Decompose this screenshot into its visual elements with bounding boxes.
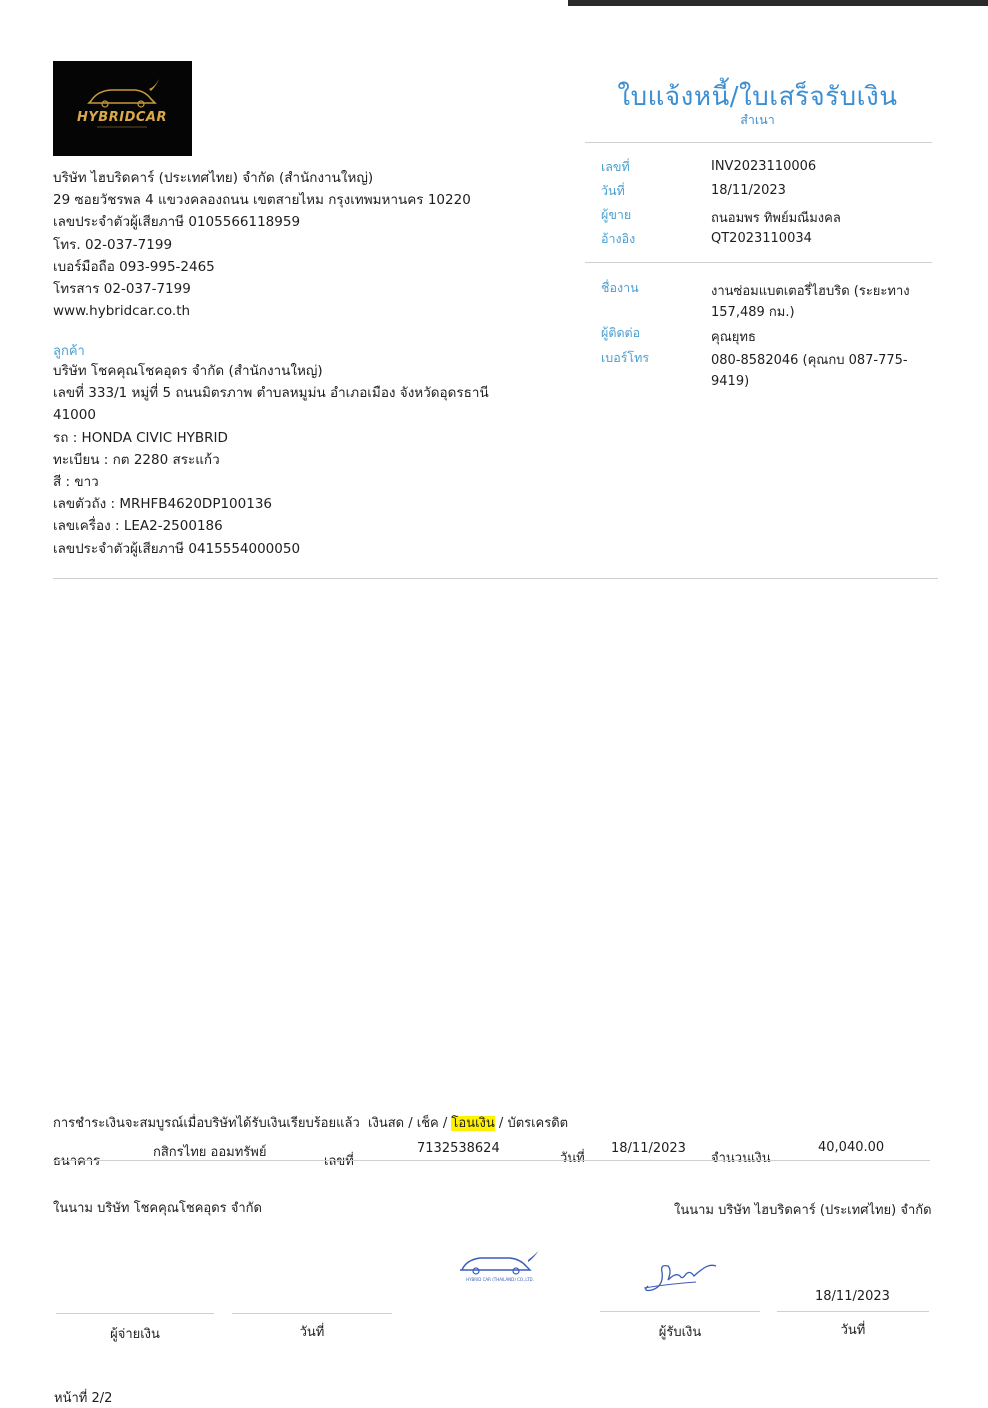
field-value-seller: ถนอมพร ทิพย์มณีมงคล bbox=[711, 211, 841, 226]
payer-date-line bbox=[232, 1313, 392, 1314]
job-name-label: ชื่องาน bbox=[601, 280, 639, 295]
customer-chassis: เลขตัวถัง : MRHFB4620DP100136 bbox=[53, 496, 272, 513]
method-transfer: โอนเงิน bbox=[451, 1116, 495, 1131]
customer-car: รถ : HONDA CIVIC HYBRID bbox=[53, 429, 228, 446]
document-title: ใบแจ้งหนี้/ใบเสร็จรับเงิน bbox=[617, 82, 898, 112]
seller-tax-id: เลขประจำตัวผู้เสียภาษี 0105566118959 bbox=[53, 214, 301, 231]
field-label-reference: อ้างอิง bbox=[601, 231, 636, 246]
customer-tax-id: เลขประจำตัวผู้เสียภาษี 0415554000050 bbox=[53, 540, 301, 557]
phone-label: เบอร์โทร bbox=[601, 350, 650, 365]
method-card: บัตรเครดิต bbox=[507, 1116, 569, 1131]
phone-value bbox=[711, 350, 926, 392]
receiver-sign-line bbox=[600, 1311, 760, 1312]
customer-address: เลขที่ 333/1 หมู่ที่ 5 ถนนมิตรภาพ ตำบลหมูม่น อำเภอเมือง จังหวัดอุดรธานี bbox=[53, 385, 489, 402]
date-label: วันที่ bbox=[560, 1151, 585, 1166]
field-value-date: 18/11/2023 bbox=[711, 183, 786, 198]
seller-website: www.hybridcar.co.th bbox=[53, 303, 191, 320]
number-label: เลขที่ bbox=[324, 1154, 354, 1169]
company-stamp bbox=[456, 1248, 544, 1284]
field-label-date: วันที่ bbox=[601, 183, 625, 198]
customer-plate: ทะเบียน : กต 2280 สระแก้ว bbox=[53, 451, 220, 468]
logo-wordmark: HYBRIDCAR bbox=[77, 110, 167, 125]
receiver-org: ในนาม บริษัท ไฮบริดคาร์ (ประเทศไทย) จำกัด bbox=[674, 1203, 932, 1218]
method-cash: เงินสด bbox=[368, 1116, 405, 1131]
field-label-seller: ผู้ขาย bbox=[601, 207, 632, 222]
separator: / bbox=[442, 1116, 448, 1131]
bank-label: ธนาคาร bbox=[53, 1154, 101, 1169]
customer-label: ลูกค้า bbox=[53, 344, 85, 359]
contact-label: ผู้ติดต่อ bbox=[601, 325, 641, 340]
divider bbox=[585, 262, 932, 263]
customer-color: สี : ขาว bbox=[53, 474, 99, 491]
payer-date-label: วันที่ bbox=[299, 1325, 325, 1340]
stamp-text: HYBRID CAR (THAILAND) CO.,LTD. bbox=[466, 1277, 534, 1282]
divider bbox=[585, 142, 932, 143]
receiver-label: ผู้รับเงิน bbox=[658, 1325, 702, 1340]
seller-name: บริษัท ไฮบริดคาร์ (ประเทศไทย) จำกัด (สำนักงานใหญ่) bbox=[53, 170, 374, 186]
company-logo bbox=[53, 61, 192, 156]
customer-postcode: 41000 bbox=[53, 407, 96, 424]
job-name-line: 157,489 กม.) bbox=[711, 305, 795, 320]
date-value: 18/11/2023 bbox=[611, 1141, 686, 1156]
contact-value: คุณยุทธ bbox=[711, 330, 756, 345]
job-name-line: งานซ่อมแบตเตอรี่ไฮบริด (ระยะทาง bbox=[711, 284, 910, 299]
seller-tel: โทร. 02-037-7199 bbox=[53, 236, 173, 253]
section-divider bbox=[53, 578, 938, 579]
amount-value: 40,040.00 bbox=[818, 1140, 885, 1155]
phone-line: 9419) bbox=[711, 374, 750, 389]
payment-intro: การชำระเงินจะสมบูรณ์เมื่อบริษัทได้รับเงินเรียบร้อยแล้ว bbox=[53, 1116, 360, 1131]
signature-mark bbox=[638, 1258, 722, 1296]
number-value: 7132538624 bbox=[417, 1141, 500, 1156]
receiver-date-line bbox=[777, 1311, 929, 1312]
phone-line: 080-8582046 (คุณกบ 087-775- bbox=[711, 353, 908, 368]
bank-value: กสิกรไทย ออมทรัพย์ bbox=[153, 1145, 267, 1160]
seller-fax: โทรสาร 02-037-7199 bbox=[53, 281, 191, 298]
top-edge-shadow bbox=[568, 0, 988, 6]
receiver-date-label: วันที่ bbox=[840, 1323, 866, 1338]
seller-info bbox=[53, 167, 523, 322]
customer-info bbox=[53, 360, 493, 560]
receiver-date-value: 18/11/2023 bbox=[815, 1289, 890, 1304]
separator: / bbox=[498, 1116, 504, 1131]
payment-underline bbox=[53, 1160, 930, 1161]
document-subtitle: สำเนา bbox=[740, 112, 775, 127]
field-label-number: เลขที่ bbox=[601, 159, 630, 174]
customer-engine: เลขเครื่อง : LEA2-2500186 bbox=[53, 518, 223, 535]
seller-address: 29 ซอยวัชรพล 4 แขวงคลองถนน เขตสายไหม กรุงเทพมหานคร 10220 bbox=[53, 192, 471, 209]
field-value-reference: QT2023110034 bbox=[711, 231, 812, 246]
page-number: หน้าที่ 2/2 bbox=[54, 1391, 113, 1406]
separator: / bbox=[408, 1116, 413, 1131]
seller-mobile: เบอร์มือถือ 093-995-2465 bbox=[53, 258, 215, 275]
method-cheque: เช็ค bbox=[416, 1116, 439, 1131]
amount-label: จำนวนเงิน bbox=[711, 1151, 771, 1166]
field-value-number: INV2023110006 bbox=[711, 159, 817, 174]
job-name-value bbox=[711, 281, 926, 323]
payer-label: ผู้จ่ายเงิน bbox=[110, 1327, 160, 1342]
payer-sign-line bbox=[56, 1313, 214, 1314]
payment-terms bbox=[53, 1112, 568, 1133]
customer-name: บริษัท โชคคุณโชคอุดร จำกัด (สำนักงานใหญ่) bbox=[53, 363, 323, 379]
payer-org: ในนาม บริษัท โชคคุณโชคอุดร จำกัด bbox=[53, 1201, 262, 1216]
